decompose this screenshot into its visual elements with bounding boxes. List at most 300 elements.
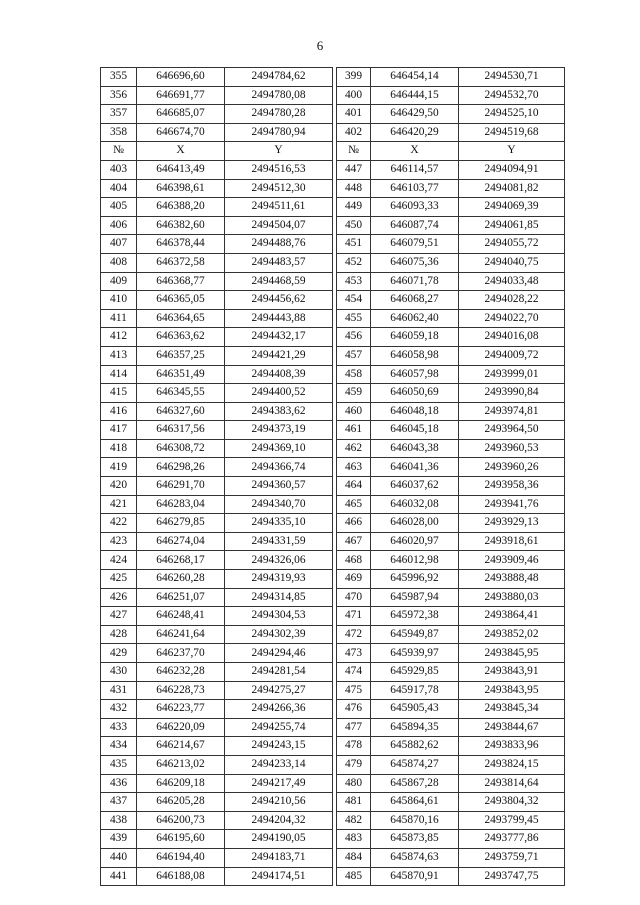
y-coordinate-cell: 2493845,34 <box>459 700 565 719</box>
table-row <box>101 755 333 774</box>
table-row <box>337 867 565 886</box>
point-number-cell: 458 <box>337 365 371 384</box>
table-row <box>337 291 565 310</box>
table-row <box>337 309 565 328</box>
y-coordinate-cell: 2494432,17 <box>225 328 333 347</box>
y-coordinate-cell: 2493777,86 <box>459 830 565 849</box>
x-coordinate-cell: 646696,60 <box>137 68 225 87</box>
table-row <box>101 160 333 179</box>
table-row <box>101 384 333 403</box>
table-row <box>337 755 565 774</box>
x-coordinate-cell: 646075,36 <box>371 253 459 272</box>
x-column-header: X <box>371 142 459 161</box>
y-coordinate-cell: 2494319,93 <box>225 570 333 589</box>
point-number-cell: 468 <box>337 551 371 570</box>
x-coordinate-cell: 646674,70 <box>137 123 225 142</box>
point-number-cell: 399 <box>337 68 371 87</box>
x-coordinate-cell: 646317,56 <box>137 421 225 440</box>
y-coordinate-cell: 2494504,07 <box>225 216 333 235</box>
point-number-cell: 455 <box>337 309 371 328</box>
x-coordinate-cell: 646398,61 <box>137 179 225 198</box>
y-coordinate-cell: 2494210,56 <box>225 793 333 812</box>
y-coordinate-cell: 2494784,62 <box>225 68 333 87</box>
y-coordinate-cell: 2494383,62 <box>225 402 333 421</box>
point-number-cell: 456 <box>337 328 371 347</box>
y-coordinate-cell: 2494302,39 <box>225 625 333 644</box>
table-row <box>337 811 565 830</box>
y-coordinate-cell: 2494780,94 <box>225 123 333 142</box>
y-coordinate-cell: 2493958,36 <box>459 477 565 496</box>
y-coordinate-cell: 2494530,71 <box>459 68 565 87</box>
point-number-cell: 478 <box>337 737 371 756</box>
y-coordinate-cell: 2494266,36 <box>225 700 333 719</box>
table-row <box>101 867 333 886</box>
table-row <box>337 86 565 105</box>
table-row <box>101 551 333 570</box>
point-number-cell: 454 <box>337 291 371 310</box>
point-number-cell: 465 <box>337 495 371 514</box>
x-coordinate-cell: 646232,28 <box>137 663 225 682</box>
x-coordinate-cell: 646298,26 <box>137 458 225 477</box>
x-coordinate-cell: 646200,73 <box>137 811 225 830</box>
point-number-cell: 358 <box>101 123 137 142</box>
point-number-cell: 426 <box>101 588 137 607</box>
point-number-cell: 405 <box>101 198 137 217</box>
point-number-cell: 355 <box>101 68 137 87</box>
y-coordinate-cell: 2494512,30 <box>225 179 333 198</box>
y-coordinate-cell: 2493941,76 <box>459 495 565 514</box>
y-coordinate-cell: 2494525,10 <box>459 105 565 124</box>
table-row <box>337 588 565 607</box>
x-coordinate-cell: 646251,07 <box>137 588 225 607</box>
table-header-row <box>337 142 565 161</box>
x-coordinate-cell: 645939,97 <box>371 644 459 663</box>
y-coordinate-cell: 2494488,76 <box>225 235 333 254</box>
point-number-cell: 356 <box>101 86 137 105</box>
y-coordinate-cell: 2494360,57 <box>225 477 333 496</box>
y-coordinate-cell: 2494183,71 <box>225 848 333 867</box>
x-coordinate-cell: 646420,29 <box>371 123 459 142</box>
y-coordinate-cell: 2493852,02 <box>459 625 565 644</box>
point-number-cell: 424 <box>101 551 137 570</box>
y-column-header: Y <box>459 142 565 161</box>
x-coordinate-cell: 646327,60 <box>137 402 225 421</box>
point-number-cell: 402 <box>337 123 371 142</box>
y-coordinate-cell: 2494780,28 <box>225 105 333 124</box>
table-row <box>101 793 333 812</box>
number-column-header: № <box>337 142 371 161</box>
x-coordinate-cell: 646268,17 <box>137 551 225 570</box>
table-row <box>101 607 333 626</box>
x-coordinate-cell: 645864,61 <box>371 793 459 812</box>
table-row <box>101 570 333 589</box>
table-row <box>101 272 333 291</box>
y-coordinate-cell: 2493833,96 <box>459 737 565 756</box>
point-number-cell: 413 <box>101 346 137 365</box>
x-coordinate-cell: 646032,08 <box>371 495 459 514</box>
y-coordinate-cell: 2493974,81 <box>459 402 565 421</box>
table-row <box>337 532 565 551</box>
x-coordinate-cell: 646058,98 <box>371 346 459 365</box>
x-coordinate-cell: 646195,60 <box>137 830 225 849</box>
point-number-cell: 461 <box>337 421 371 440</box>
table-row <box>101 532 333 551</box>
point-number-cell: 423 <box>101 532 137 551</box>
point-number-cell: 434 <box>101 737 137 756</box>
y-coordinate-cell: 2494421,29 <box>225 346 333 365</box>
y-coordinate-cell: 2494233,14 <box>225 755 333 774</box>
table-row <box>101 625 333 644</box>
x-coordinate-cell: 646194,40 <box>137 848 225 867</box>
point-number-cell: 421 <box>101 495 137 514</box>
table-row <box>337 774 565 793</box>
x-coordinate-cell: 646079,51 <box>371 235 459 254</box>
table-row <box>337 346 565 365</box>
point-number-cell: 467 <box>337 532 371 551</box>
point-number-cell: 477 <box>337 718 371 737</box>
point-number-cell: 437 <box>101 793 137 812</box>
point-number-cell: 451 <box>337 235 371 254</box>
table-row <box>101 179 333 198</box>
table-row <box>337 718 565 737</box>
table-row <box>337 625 565 644</box>
y-coordinate-cell: 2494281,54 <box>225 663 333 682</box>
point-number-cell: 447 <box>337 160 371 179</box>
table-row <box>337 160 565 179</box>
point-number-cell: 453 <box>337 272 371 291</box>
x-coordinate-cell: 646205,28 <box>137 793 225 812</box>
x-coordinate-cell: 646283,04 <box>137 495 225 514</box>
table-row <box>337 253 565 272</box>
y-coordinate-cell: 2494217,49 <box>225 774 333 793</box>
point-number-cell: 482 <box>337 811 371 830</box>
table-row <box>337 198 565 217</box>
table-row <box>101 644 333 663</box>
table-row <box>337 681 565 700</box>
table-row <box>337 328 565 347</box>
coordinates-table-right <box>336 67 565 886</box>
x-coordinate-cell: 646114,57 <box>371 160 459 179</box>
x-coordinate-cell: 645996,92 <box>371 570 459 589</box>
table-row <box>337 514 565 533</box>
table-row <box>101 830 333 849</box>
table-row <box>337 402 565 421</box>
point-number-cell: 480 <box>337 774 371 793</box>
point-number-cell: 462 <box>337 439 371 458</box>
coordinates-table-left <box>100 67 333 886</box>
y-coordinate-cell: 2493888,48 <box>459 570 565 589</box>
y-coordinate-cell: 2493990,84 <box>459 384 565 403</box>
x-coordinate-cell: 645949,87 <box>371 625 459 644</box>
x-coordinate-cell: 646429,50 <box>371 105 459 124</box>
table-row <box>337 551 565 570</box>
table-row <box>101 663 333 682</box>
x-coordinate-cell: 645894,35 <box>371 718 459 737</box>
table-row <box>101 718 333 737</box>
y-coordinate-cell: 2494331,59 <box>225 532 333 551</box>
table-row <box>337 384 565 403</box>
table-row <box>101 458 333 477</box>
x-coordinate-cell: 646279,85 <box>137 514 225 533</box>
table-row <box>101 514 333 533</box>
x-coordinate-cell: 646444,15 <box>371 86 459 105</box>
x-coordinate-cell: 646291,70 <box>137 477 225 496</box>
table-row <box>101 774 333 793</box>
x-coordinate-cell: 646209,18 <box>137 774 225 793</box>
table-row <box>101 681 333 700</box>
point-number-cell: 407 <box>101 235 137 254</box>
x-coordinate-cell: 646041,36 <box>371 458 459 477</box>
y-coordinate-cell: 2494369,10 <box>225 439 333 458</box>
table-row <box>101 588 333 607</box>
x-coordinate-cell: 646220,09 <box>137 718 225 737</box>
table-row <box>337 123 565 142</box>
y-coordinate-cell: 2494174,51 <box>225 867 333 886</box>
x-coordinate-cell: 646351,49 <box>137 365 225 384</box>
x-coordinate-cell: 646388,20 <box>137 198 225 217</box>
table-row <box>337 458 565 477</box>
x-coordinate-cell: 646413,49 <box>137 160 225 179</box>
table-row <box>337 421 565 440</box>
point-number-cell: 401 <box>337 105 371 124</box>
x-coordinate-cell: 645882,62 <box>371 737 459 756</box>
x-coordinate-cell: 646213,02 <box>137 755 225 774</box>
y-coordinate-cell: 2493759,71 <box>459 848 565 867</box>
y-coordinate-cell: 2494373,19 <box>225 421 333 440</box>
table-row <box>337 737 565 756</box>
y-coordinate-cell: 2493929,13 <box>459 514 565 533</box>
y-coordinate-cell: 2494009,72 <box>459 346 565 365</box>
table-row <box>337 700 565 719</box>
x-coordinate-cell: 645972,38 <box>371 607 459 626</box>
y-coordinate-cell: 2493960,53 <box>459 439 565 458</box>
y-coordinate-cell: 2494033,48 <box>459 272 565 291</box>
y-coordinate-cell: 2494780,08 <box>225 86 333 105</box>
point-number-cell: 460 <box>337 402 371 421</box>
x-coordinate-cell: 646368,77 <box>137 272 225 291</box>
x-coordinate-cell: 646050,69 <box>371 384 459 403</box>
point-number-cell: 428 <box>101 625 137 644</box>
y-coordinate-cell: 2494055,72 <box>459 235 565 254</box>
y-coordinate-cell: 2493864,41 <box>459 607 565 626</box>
y-coordinate-cell: 2494408,39 <box>225 365 333 384</box>
point-number-cell: 448 <box>337 179 371 198</box>
y-coordinate-cell: 2494483,57 <box>225 253 333 272</box>
point-number-cell: 449 <box>337 198 371 217</box>
x-coordinate-cell: 646382,60 <box>137 216 225 235</box>
x-coordinate-cell: 646043,38 <box>371 439 459 458</box>
y-coordinate-cell: 2494028,22 <box>459 291 565 310</box>
point-number-cell: 408 <box>101 253 137 272</box>
x-coordinate-cell: 646228,73 <box>137 681 225 700</box>
point-number-cell: 466 <box>337 514 371 533</box>
x-coordinate-cell: 645905,43 <box>371 700 459 719</box>
number-column-header: № <box>101 142 137 161</box>
point-number-cell: 406 <box>101 216 137 235</box>
x-coordinate-cell: 646188,08 <box>137 867 225 886</box>
x-coordinate-cell: 646685,07 <box>137 105 225 124</box>
table-row <box>101 737 333 756</box>
point-number-cell: 419 <box>101 458 137 477</box>
x-coordinate-cell: 645870,91 <box>371 867 459 886</box>
x-coordinate-cell: 646012,98 <box>371 551 459 570</box>
point-number-cell: 464 <box>337 477 371 496</box>
x-coordinate-cell: 646214,67 <box>137 737 225 756</box>
x-coordinate-cell: 646378,44 <box>137 235 225 254</box>
x-coordinate-cell: 646691,77 <box>137 86 225 105</box>
x-coordinate-cell: 646059,18 <box>371 328 459 347</box>
y-coordinate-cell: 2493804,32 <box>459 793 565 812</box>
x-coordinate-cell: 645929,85 <box>371 663 459 682</box>
point-number-cell: 439 <box>101 830 137 849</box>
x-coordinate-cell: 645873,85 <box>371 830 459 849</box>
x-coordinate-cell: 645874,63 <box>371 848 459 867</box>
table-header-row <box>101 142 333 161</box>
y-coordinate-cell: 2494511,61 <box>225 198 333 217</box>
y-coordinate-cell: 2494016,08 <box>459 328 565 347</box>
point-number-cell: 441 <box>101 867 137 886</box>
x-coordinate-cell: 646062,40 <box>371 309 459 328</box>
x-coordinate-cell: 646071,78 <box>371 272 459 291</box>
y-coordinate-cell: 2493845,95 <box>459 644 565 663</box>
point-number-cell: 476 <box>337 700 371 719</box>
y-coordinate-cell: 2493960,26 <box>459 458 565 477</box>
y-coordinate-cell: 2494443,88 <box>225 309 333 328</box>
x-coordinate-cell: 646028,00 <box>371 514 459 533</box>
y-coordinate-cell: 2493747,75 <box>459 867 565 886</box>
y-coordinate-cell: 2493918,61 <box>459 532 565 551</box>
y-coordinate-cell: 2493844,67 <box>459 718 565 737</box>
y-coordinate-cell: 2494304,53 <box>225 607 333 626</box>
x-coordinate-cell: 646068,27 <box>371 291 459 310</box>
x-coordinate-cell: 646223,77 <box>137 700 225 719</box>
table-row <box>337 68 565 87</box>
point-number-cell: 450 <box>337 216 371 235</box>
y-coordinate-cell: 2494400,52 <box>225 384 333 403</box>
point-number-cell: 457 <box>337 346 371 365</box>
y-coordinate-cell: 2494204,32 <box>225 811 333 830</box>
point-number-cell: 432 <box>101 700 137 719</box>
point-number-cell: 473 <box>337 644 371 663</box>
y-coordinate-cell: 2494326,06 <box>225 551 333 570</box>
point-number-cell: 430 <box>101 663 137 682</box>
point-number-cell: 483 <box>337 830 371 849</box>
table-row <box>337 663 565 682</box>
point-number-cell: 472 <box>337 625 371 644</box>
table-row <box>337 477 565 496</box>
y-coordinate-cell: 2494335,10 <box>225 514 333 533</box>
point-number-cell: 422 <box>101 514 137 533</box>
y-coordinate-cell: 2494022,70 <box>459 309 565 328</box>
point-number-cell: 479 <box>337 755 371 774</box>
x-coordinate-cell: 646093,33 <box>371 198 459 217</box>
point-number-cell: 433 <box>101 718 137 737</box>
y-coordinate-cell: 2493824,15 <box>459 755 565 774</box>
x-coordinate-cell: 645987,94 <box>371 588 459 607</box>
table-row <box>101 346 333 365</box>
point-number-cell: 411 <box>101 309 137 328</box>
point-number-cell: 425 <box>101 570 137 589</box>
y-coordinate-cell: 2494190,05 <box>225 830 333 849</box>
point-number-cell: 435 <box>101 755 137 774</box>
y-coordinate-cell: 2493799,45 <box>459 811 565 830</box>
point-number-cell: 474 <box>337 663 371 682</box>
table-row <box>101 477 333 496</box>
point-number-cell: 471 <box>337 607 371 626</box>
x-coordinate-cell: 646364,65 <box>137 309 225 328</box>
table-row <box>101 123 333 142</box>
x-coordinate-cell: 646345,55 <box>137 384 225 403</box>
x-coordinate-cell: 646260,28 <box>137 570 225 589</box>
table-row <box>101 309 333 328</box>
y-coordinate-cell: 2493814,64 <box>459 774 565 793</box>
point-number-cell: 431 <box>101 681 137 700</box>
y-coordinate-cell: 2494294,46 <box>225 644 333 663</box>
point-number-cell: 459 <box>337 384 371 403</box>
point-number-cell: 469 <box>337 570 371 589</box>
page-number: 6 <box>316 38 324 53</box>
table-row <box>101 105 333 124</box>
x-coordinate-cell: 645874,27 <box>371 755 459 774</box>
x-coordinate-cell: 646087,74 <box>371 216 459 235</box>
table-row <box>101 365 333 384</box>
table-row <box>101 811 333 830</box>
point-number-cell: 475 <box>337 681 371 700</box>
y-coordinate-cell: 2494255,74 <box>225 718 333 737</box>
table-row <box>101 253 333 272</box>
x-coordinate-cell: 646357,25 <box>137 346 225 365</box>
point-number-cell: 420 <box>101 477 137 496</box>
table-row <box>337 179 565 198</box>
table-row <box>337 495 565 514</box>
point-number-cell: 440 <box>101 848 137 867</box>
point-number-cell: 470 <box>337 588 371 607</box>
x-coordinate-cell: 646365,05 <box>137 291 225 310</box>
x-coordinate-cell: 645917,78 <box>371 681 459 700</box>
y-coordinate-cell: 2494243,15 <box>225 737 333 756</box>
point-number-cell: 438 <box>101 811 137 830</box>
point-number-cell: 429 <box>101 644 137 663</box>
table-row <box>101 402 333 421</box>
table-row <box>337 439 565 458</box>
y-coordinate-cell: 2494275,27 <box>225 681 333 700</box>
point-number-cell: 416 <box>101 402 137 421</box>
table-row <box>337 570 565 589</box>
x-coordinate-cell: 646454,14 <box>371 68 459 87</box>
x-coordinate-cell: 646248,41 <box>137 607 225 626</box>
point-number-cell: 485 <box>337 867 371 886</box>
table-row <box>337 607 565 626</box>
table-row <box>101 439 333 458</box>
x-coordinate-cell: 646372,58 <box>137 253 225 272</box>
point-number-cell: 427 <box>101 607 137 626</box>
x-coordinate-cell: 646274,04 <box>137 532 225 551</box>
point-number-cell: 357 <box>101 105 137 124</box>
table-row <box>337 235 565 254</box>
y-coordinate-cell: 2494468,59 <box>225 272 333 291</box>
x-coordinate-cell: 646237,70 <box>137 644 225 663</box>
x-coordinate-cell: 646103,77 <box>371 179 459 198</box>
point-number-cell: 417 <box>101 421 137 440</box>
y-coordinate-cell: 2493909,46 <box>459 551 565 570</box>
y-coordinate-cell: 2494516,53 <box>225 160 333 179</box>
point-number-cell: 414 <box>101 365 137 384</box>
x-coordinate-cell: 646057,98 <box>371 365 459 384</box>
point-number-cell: 436 <box>101 774 137 793</box>
y-coordinate-cell: 2493964,50 <box>459 421 565 440</box>
table-row <box>101 848 333 867</box>
x-column-header: X <box>137 142 225 161</box>
